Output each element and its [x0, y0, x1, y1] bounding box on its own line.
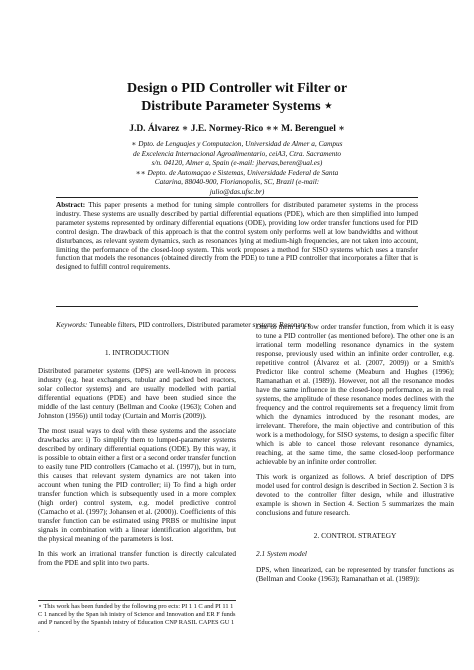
paragraph: One of them is a low order transfer function, from which it is easy to tune a PID controller (as mentioned before). The other one is an irrational term modelling resonance dynamics in the system response, previously used within an infinite order controller, e.g. repetitive control (Álvarez et al. (2007, 2009)) or a Smith's Predictor like control scheme (Meaburn and Hughes (1996); Ramanathan et al. (1989)). However, not all the resonance modes have the same influence in the closed-loop performance, as in real systems, the amplitude of these resonance modes declines with the frequency and the control requirements set a frequency limit from which the dynamics introduced by the resonant modes, are irrelevant. Therefore, the main objective and contribution of this work is a methodology, for SISO systems, to design a specific filter which is able to cancel those relevant resonance dynamics, reaching, at the same time, the same closed-loop performance achievable by an infinite order controller.: [256, 322, 454, 466]
paragraph: This work is organized as follows. A brief description of DPS model used for control design is described in Section 2. Section 3 is devoted to the controller filter design, while and illustrative example is shown in Section 4. Section 5 summarizes the main conclusions and future research.: [256, 472, 454, 517]
keywords-text: Tuneable filters, PID controllers, Distributed parameter systems, Resonance: [89, 320, 311, 329]
paragraph: The most usual ways to deal with these systems and the associate drawbacks are: i) To simplify them to lumped-parameter systems described by ordinary differential equations (ODE). By this way, it is possible to obtain either a first or a second order transfer function to easily tune PID controllers (Camacho et al. (1997)), but in turn, this causes that relevant system dynamics are not taken into account when tuning the PID controller; ii) To find a high order transfer function which is subsequently used in a more complex (high order) control system, e.g. model predictive control (Camacho et al. (1997); Johansen et al. (2000)). Coefficients of this transfer function can be estimated using PRBS or multisine input signals in combination with a linear identification algorithm, but the physical meaning of the parameters is lost.: [38, 426, 236, 543]
section-heading-control-strategy: 2. CONTROL STRATEGY: [313, 531, 397, 540]
subsection-heading-system-model: 2.1 System model: [256, 549, 307, 558]
affiliation-line: julio@das.ufsc.br): [209, 186, 265, 196]
affiliation-line: s/n. 04120, Almer a, Spain (e-mail: jhervas,beren@ual.es): [151, 158, 323, 168]
abstract-text: This paper presents a method for tuning simple controllers for distributed parameter systems in the process industry. These systems are usually described by partial differential equations (PDE), which are then simplified into lumped parameter systems represented by ordinary differential equations (ODE), providing low order transfer functions used for PID control design. The drawback of this approach is that the control system only performs well at low bandwidths and without disturbances, as relevant system dynamics, such as resonances lying at medium-high frequencies, are not taken into account, limiting the performance of the closed-loop system. This work proposes a method for SISO systems which uses a transfer function that models the resonances (obtained directly from the PDE) to tune a PID controller that incorporates a filter that is designed to fulfill control requirements.: [56, 201, 418, 272]
abstract-label: Abstract:: [56, 201, 86, 209]
paragraph: DPS, when linearized, can be represented by transfer functions as (Bellman and Cooke (1963); Ramanathan et al. (1989)):: [256, 565, 454, 583]
section-heading-introduction: 1. INTRODUCTION: [104, 348, 170, 357]
right-column: [256, 322, 454, 589]
keywords-label: Keywords:: [56, 320, 88, 329]
title-line-2: Distribute Parameter Systems ⋆: [141, 99, 333, 114]
affiliation-line: de Excelencia Internacional Agroalimentario, ceiA3, Ctra. Sacramento: [132, 148, 342, 158]
affiliation-line: ∗ Dpto. de Lenguajes y Computacion, Universidad de Almer a, Campus: [131, 139, 343, 148]
abstract-box: [56, 197, 418, 307]
title-line-1: Design o PID Controller wit Filter or: [126, 81, 348, 96]
affiliations: [70, 139, 404, 197]
affiliation-line: Catarina, 88040-900, Florianopolis, SC, Brazil (e-mail:: [154, 177, 320, 187]
paragraph: Distributed parameter systems (DPS) are well-known in process industry (e.g. heat exchangers, tubular and packed bed reactors, solar collector systems) and are usually modelled with partial differential equations (PDE) and have been studied since the middle of the last century (Bellman and Cooke (1963); Cohen and Johnston (1956)) until today (Curtain and Morris (2009)).: [38, 366, 236, 420]
paragraph: In this work an irrational transfer function is directly calculated from the PDE and split into two parts.: [38, 549, 236, 567]
affiliation-line: ∗∗ Depto. de Automaçao e Sistemas, Universidade Federal de Santa: [135, 167, 339, 177]
funding-footnote: ⋆ This work has been funded by the following pro ects: PI 1 1 C and PI 11 1 C 1 nanced by the Span ish inistry of Science and Innovation and ER F funds and P nanced by the Spanish inistry of Education CNP RASIL CAPES GU 1 .: [38, 600, 236, 635]
left-column: [38, 348, 236, 573]
author-list: J.D. Álvarez ∗ J.E. Normey-Rico ∗∗ M. Berenguel ∗: [129, 124, 345, 134]
paper-title: [0, 80, 474, 116]
